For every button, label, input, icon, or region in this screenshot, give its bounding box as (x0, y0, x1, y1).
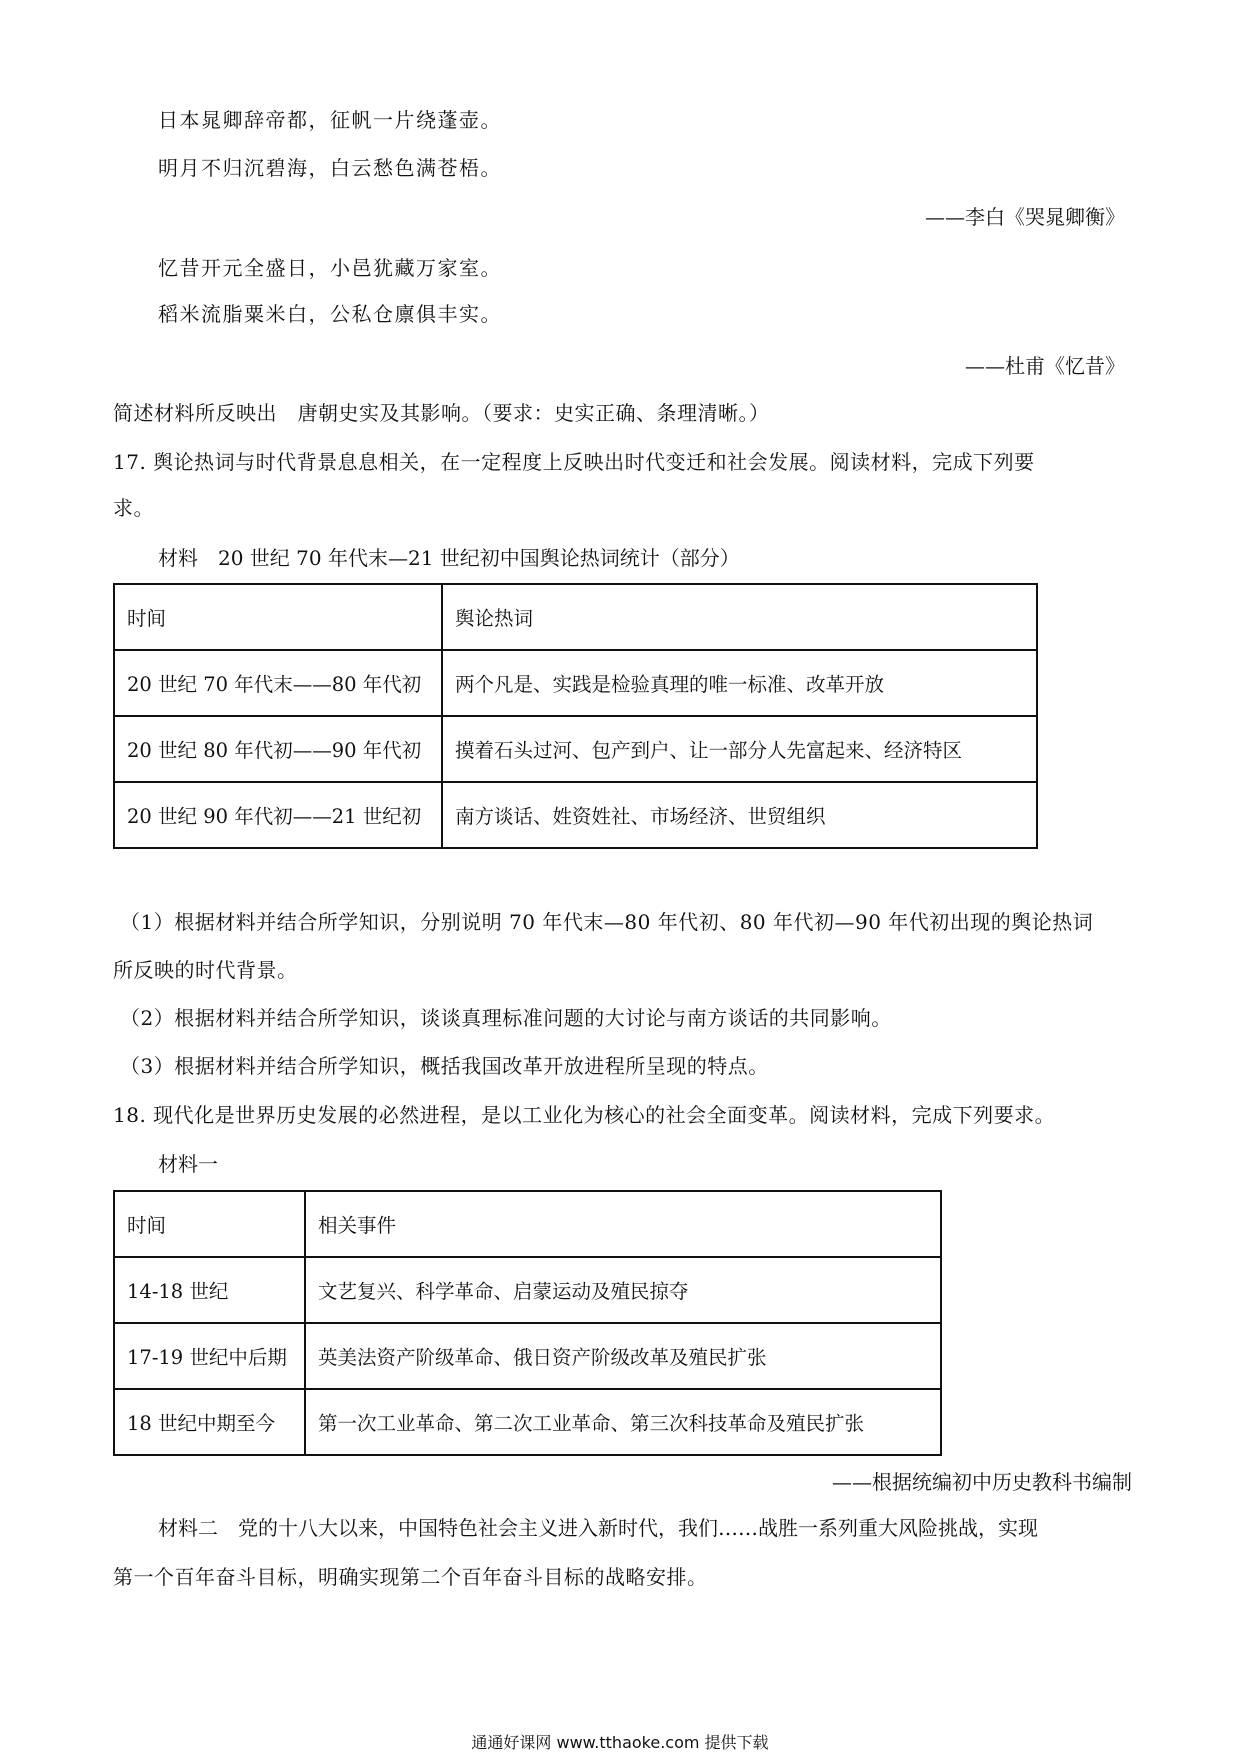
table-cell: 两个凡是、实践是检验真理的唯一标准、改革开放 (442, 650, 1037, 716)
poem2-line1: 忆昔开元全盛日，小邑犹藏万家室。 (158, 256, 502, 280)
table-cell: 摸着石头过河、包产到户、让一部分人先富起来、经济特区 (442, 716, 1037, 782)
table-row (114, 716, 1037, 782)
q17-sub3: （3）根据材料并结合所学知识，概括我国改革开放进程所呈现的特点。 (120, 1054, 769, 1078)
poem2-line2: 稻米流脂粟米白，公私仓廪俱丰实。 (158, 302, 502, 326)
poem1-attribution: ——李白《哭晁卿衡》 (925, 205, 1125, 229)
table-header-row (114, 1191, 941, 1257)
q17-sub2: （2）根据材料并结合所学知识，谈谈真理标准问题的大讨论与南方谈话的共同影响。 (120, 1006, 892, 1030)
table-cell: 南方谈话、姓资姓社、市场经济、世贸组织 (442, 782, 1037, 848)
table-cell: 第一次工业革命、第二次工业革命、第三次科技革命及殖民扩张 (305, 1389, 941, 1455)
poem2-attribution: ——杜甫《忆昔》 (965, 354, 1125, 378)
q16-prompt: 简述材料所反映出 唐朝史实及其影响。（要求：史实正确、条理清晰。） (113, 401, 770, 425)
q17-sub1-line1: （1）根据材料并结合所学知识，分别说明 70 年代末—80 年代初、80 年代初—90 年代初出现的舆论热词 (120, 910, 1094, 934)
table-cell: 文艺复兴、科学革命、启蒙运动及殖民掠夺 (305, 1257, 941, 1323)
table-cell: 14-18 世纪 (114, 1257, 305, 1323)
q17-stem-line2: 求。 (113, 496, 154, 520)
table-cell: 20 世纪 80 年代初——90 年代初 (114, 716, 442, 782)
table-cell: 18 世纪中期至今 (114, 1389, 305, 1455)
q18-material2-line2: 第一个百年奋斗目标，明确实现第二个百年奋斗目标的战略安排。 (113, 1565, 708, 1589)
table-row (114, 650, 1037, 716)
table-header-cell: 时间 (114, 584, 442, 650)
table-row (114, 782, 1037, 848)
table-cell: 20 世纪 90 年代初——21 世纪初 (114, 782, 442, 848)
page-footer: 通通好课网 www.tthaoke.com 提供下载 (471, 1733, 769, 1752)
table-cell: 英美法资产阶级革命、俄日资产阶级改革及殖民扩张 (305, 1323, 941, 1389)
table-row (114, 1257, 941, 1323)
q18-events-table (113, 1190, 942, 1456)
table-header-row (114, 584, 1037, 650)
q17-material-title: 材料 20 世纪 70 年代末—21 世纪初中国舆论热词统计（部分） (158, 546, 740, 570)
q18-material1-label: 材料一 (158, 1152, 218, 1176)
table-header-cell: 舆论热词 (442, 584, 1037, 650)
q17-hotwords-table (113, 583, 1038, 849)
poem1-line1: 日本晁卿辞帝都，征帆一片绕蓬壶。 (158, 108, 502, 132)
q18-material2-line1: 材料二 党的十八大以来，中国特色社会主义进入新时代，我们……战胜一系列重大风险挑战，实现 (158, 1516, 1038, 1540)
q17-stem-line1: 17. 舆论热词与时代背景息息相关，在一定程度上反映出时代变迁和社会发展。阅读材料，完成下列要 (113, 450, 1035, 474)
table-cell: 17-19 世纪中后期 (114, 1323, 305, 1389)
q18-stem: 18. 现代化是世界历史发展的必然进程，是以工业化为核心的社会全面变革。阅读材料，完成下列要求。 (113, 1103, 1056, 1127)
table-cell: 20 世纪 70 年代末——80 年代初 (114, 650, 442, 716)
table-header-cell: 时间 (114, 1191, 305, 1257)
table-row (114, 1389, 941, 1455)
table-header-cell: 相关事件 (305, 1191, 941, 1257)
q18-source: ——根据统编初中历史教科书编制 (832, 1470, 1132, 1494)
q17-sub1-line2: 所反映的时代背景。 (113, 958, 298, 982)
poem1-line2: 明月不归沉碧海，白云愁色满苍梧。 (158, 156, 502, 180)
table-row (114, 1323, 941, 1389)
